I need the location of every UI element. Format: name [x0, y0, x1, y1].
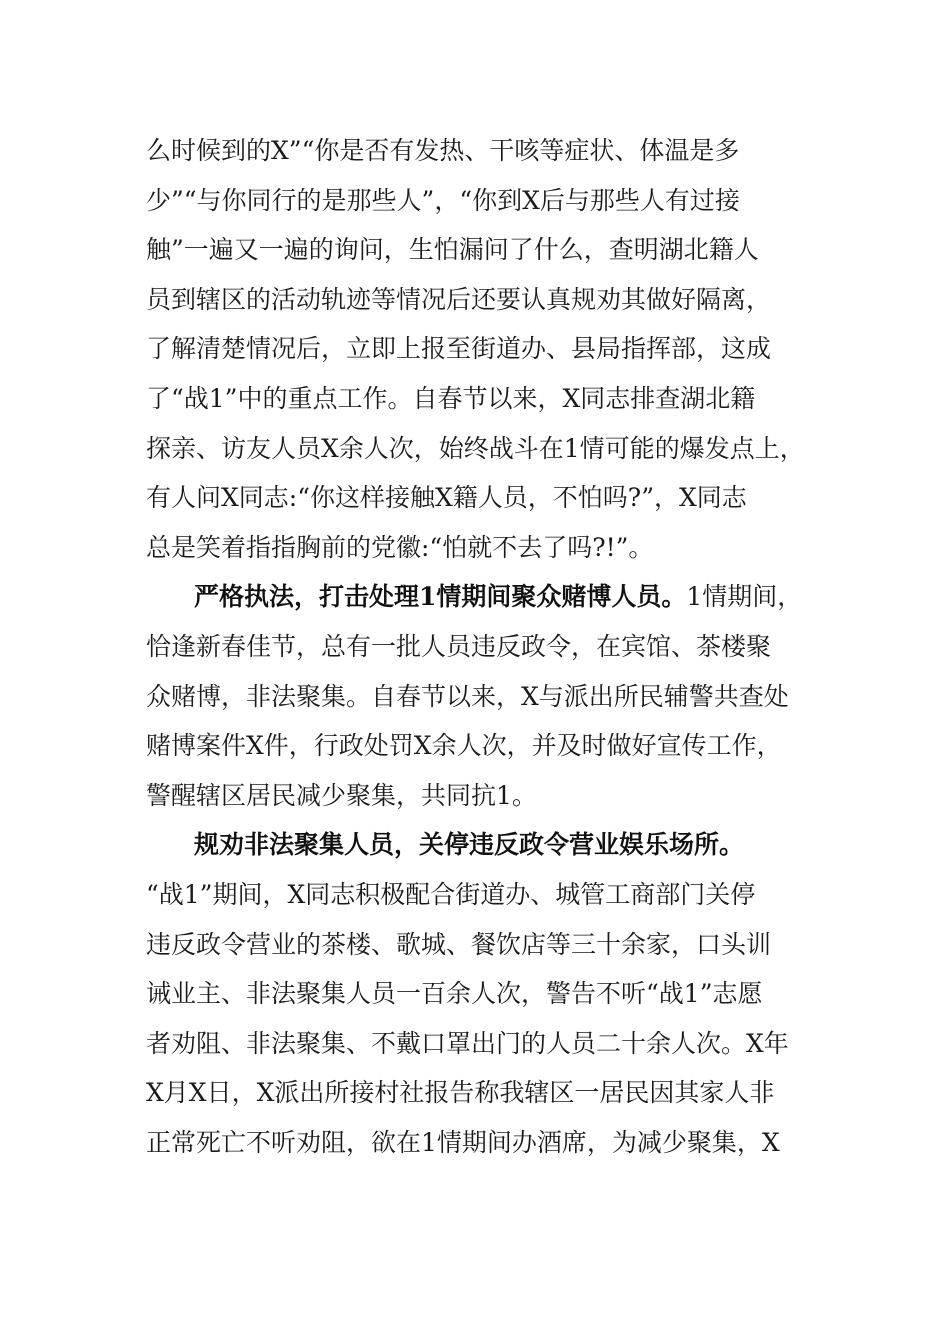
text-line: 诫业主、非法聚集人员一百余人次，警告不听“战1”志愿 [146, 979, 763, 1009]
text-line: 少”“与你同行的是那些人”，“你到X后与那些人有过接 [146, 185, 740, 215]
text-line: “战1”期间，X同志积极配合街道办、城管工商部门关停 [146, 879, 756, 909]
text-line: 恰逢新春佳节，总有一批人员违反政令，在宾馆、茶楼聚 [146, 631, 772, 661]
text-line: 么时候到的X”“你是否有发热、干咳等症状、体温是多 [146, 136, 740, 165]
text-line: 总是笑着指指胸前的党徽:“怕就不去了吗?!”。 [146, 532, 654, 562]
paragraph-2 [146, 572, 836, 820]
text-line: 违反政令营业的茶楼、歌城、餐饮店等三十余家，口头训 [146, 929, 772, 959]
text-run: 1情期间， [686, 582, 803, 612]
text-line: 者劝阻、非法聚集、不戴口罩出门的人员二十余人次。X年 [146, 1028, 789, 1058]
text-line: 探亲、访友人员X余人次，始终战斗在1情可能的爆发点上， [146, 433, 805, 463]
paragraph-heading: 规劝非法聚集人员，关停违反政令营业娱乐场所。 [194, 830, 745, 860]
text-line: 赌博案件X件，行政处罚X余人次，并及时做好宣传工作， [146, 731, 782, 761]
paragraph-first-line [146, 820, 836, 870]
text-line: 正常死亡不听劝阻，欲在1情期间办酒席，为减少聚集，X [146, 1127, 780, 1157]
body-text [146, 126, 836, 1167]
paragraph-heading: 严格执法，打击处理1情期间聚众赌博人员。 [194, 582, 687, 612]
paragraph-first-line [146, 572, 836, 622]
paragraph-3 [146, 820, 836, 1167]
paragraph-1 [146, 126, 836, 572]
text-line: 了解清楚情况后，立即上报至街道办、县局指挥部，这成 [146, 334, 772, 364]
text-line: 触”一遍又一遍的询问，生怕漏问了什么，查明湖北籍人 [146, 235, 759, 265]
text-line: 了“战1”中的重点工作。自春节以来，X同志排查湖北籍 [146, 383, 756, 413]
text-line: 众赌博，非法聚集。自春节以来，X与派出所民辅警共查处 [146, 681, 789, 711]
text-line: 员到辖区的活动轨迹等情况后还要认真规劝其做好隔离， [146, 284, 772, 314]
text-line: 有人问X同志:“你这样接触X籍人员，不怕吗?”，X同志 [146, 483, 747, 513]
text-line: 警醒辖区居民减少聚集，共同抗1。 [146, 780, 537, 810]
text-line: X月X日，X派出所接村社报告称我辖区一居民因其家人非 [146, 1078, 775, 1108]
